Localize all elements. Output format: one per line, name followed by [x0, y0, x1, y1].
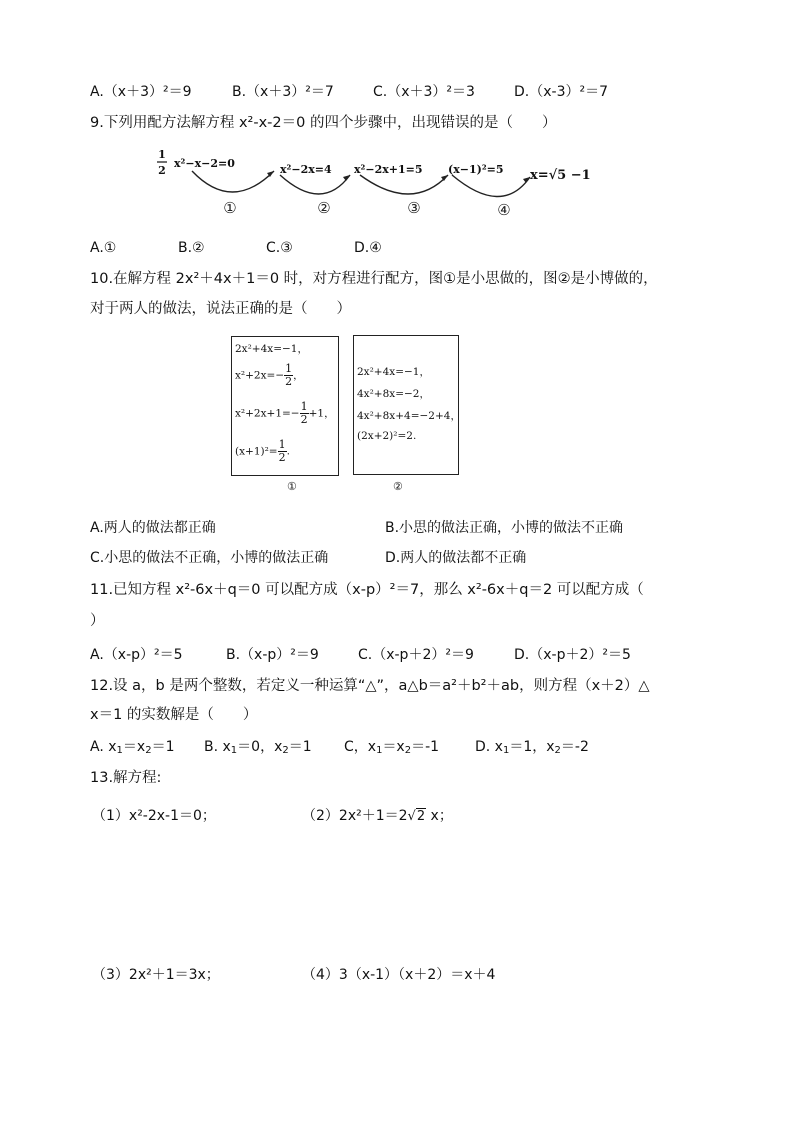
q11-option-a: A.（x-p）²＝5	[90, 647, 183, 663]
q9-arc-1	[192, 171, 274, 192]
q13-stem: 13.解方程:	[90, 770, 162, 786]
box2-row-1: 2x²+4x=−1，	[357, 366, 430, 378]
q12-option-a: A. $x_1=x_2=1$	[90, 739, 175, 756]
q12-option-b: B. $x_1=0$，$x_2=1$	[204, 739, 312, 756]
q10-option-a: A.两人的做法都正确	[90, 520, 216, 536]
box1-row-2: x²+2x=− $\frac{1}{2}$ ，	[235, 362, 304, 388]
q13-part-2: （2）2x²＋1＝2√2 x；	[302, 806, 453, 827]
q10-option-c: C.小思的做法不正确，小博的做法正确	[90, 550, 329, 566]
q8-option-d: D.（x-3）²＝7	[514, 84, 608, 100]
q9-marker-1: ①	[223, 199, 237, 217]
q9-arc-3	[360, 175, 448, 194]
q12-option-c: C，$x_1=x_2=-1$	[344, 739, 440, 756]
box2-row-4: (2x+2)²=2.	[357, 430, 417, 442]
q9-arc-4	[452, 175, 530, 197]
q13-part-3: （3）2x²＋1＝3x；	[92, 967, 220, 983]
q10-box-2	[353, 335, 459, 475]
q10-caption-2: ②	[393, 480, 403, 493]
box2-row-2: 4x²+8x=−2，	[357, 388, 430, 400]
q9-fraction-num: 1	[158, 148, 166, 161]
q9-step-3: (x−1)²=5	[448, 163, 504, 176]
q9-step-1: x²−2x=4	[280, 163, 332, 176]
sqrt-icon: √2	[407, 809, 426, 824]
q11-stem-line-2: ）	[90, 613, 105, 629]
q10-stem-line-2: 对于两人的做法，说法正确的是（ ）	[90, 301, 351, 317]
q9-marker-4: ④	[497, 201, 511, 219]
q10-stem-line-1: 10.在解方程 2x²＋4x＋1＝0 时，对方程进行配方，图①是小思做的，图②是小博做的，	[90, 271, 658, 287]
box1-row-4: (x+1)²= $\frac{1}{2}$ .	[235, 438, 290, 464]
q9-option-a: A.①	[90, 240, 117, 256]
q8-option-b: B.（x＋3）²＝7	[232, 84, 334, 100]
q8-option-a: A.（x＋3）²＝9	[90, 84, 192, 100]
box1-row-3: x²+2x+1=− $\frac{1}{2}$ +1，	[235, 400, 335, 426]
q11-option-c: C.（x-p＋2）²＝9	[358, 647, 474, 663]
q12-stem-line-1: 12.设 a，b 是两个整数，若定义一种运算“△”，a△b＝a²＋b²＋ab，则方程（x＋2）△	[90, 678, 650, 694]
q10-box-1	[231, 336, 339, 476]
q9-marker-2: ②	[317, 199, 331, 217]
q9-stem: 9.下列用配方法解方程 x²-x-2＝0 的四个步骤中，出现错误的是（ ）	[90, 115, 557, 131]
q9-start-equation: x²−x−2=0	[174, 157, 235, 170]
q11-option-b: B.（x-p）²＝9	[226, 647, 319, 663]
q9-fraction-den: 2	[158, 164, 166, 177]
q9-diagram	[152, 145, 602, 225]
q12-stem-line-2: x＝1 的实数解是（ ）	[90, 707, 258, 723]
box1-row-1: 2x²+4x=−1，	[235, 343, 308, 355]
q9-option-c: C.③	[266, 240, 293, 256]
q13-part-4: （4）3（x-1）（x＋2）＝x＋4	[302, 967, 496, 983]
q11-stem-line-1: 11.已知方程 x²-6x＋q＝0 可以配方成（x-p）²＝7，那么 x²-6x＋q＝2 可以配方成（	[90, 582, 644, 598]
q9-step-2: x²−2x+1=5	[354, 163, 423, 176]
q10-option-d: D.两人的做法都不正确	[385, 550, 527, 566]
q9-step-4: x=√5 −1	[530, 168, 591, 183]
q10-caption-1: ①	[287, 480, 297, 493]
q10-option-b: B.小思的做法正确，小博的做法不正确	[385, 520, 624, 536]
q8-option-c: C.（x＋3）²＝3	[373, 84, 475, 100]
q9-option-d: D.④	[354, 240, 382, 256]
q12-option-d: D. $x_1=1$，$x_2=-2$	[475, 739, 589, 756]
q9-marker-3: ③	[407, 199, 421, 217]
q9-arc-2	[280, 175, 350, 194]
box2-row-3: 4x²+8x+4=−2+4，	[357, 410, 461, 422]
q13-part-1: （1）x²-2x-1＝0；	[92, 808, 216, 824]
q11-option-d: D.（x-p＋2）²＝5	[514, 647, 631, 663]
q9-option-b: B.②	[178, 240, 205, 256]
